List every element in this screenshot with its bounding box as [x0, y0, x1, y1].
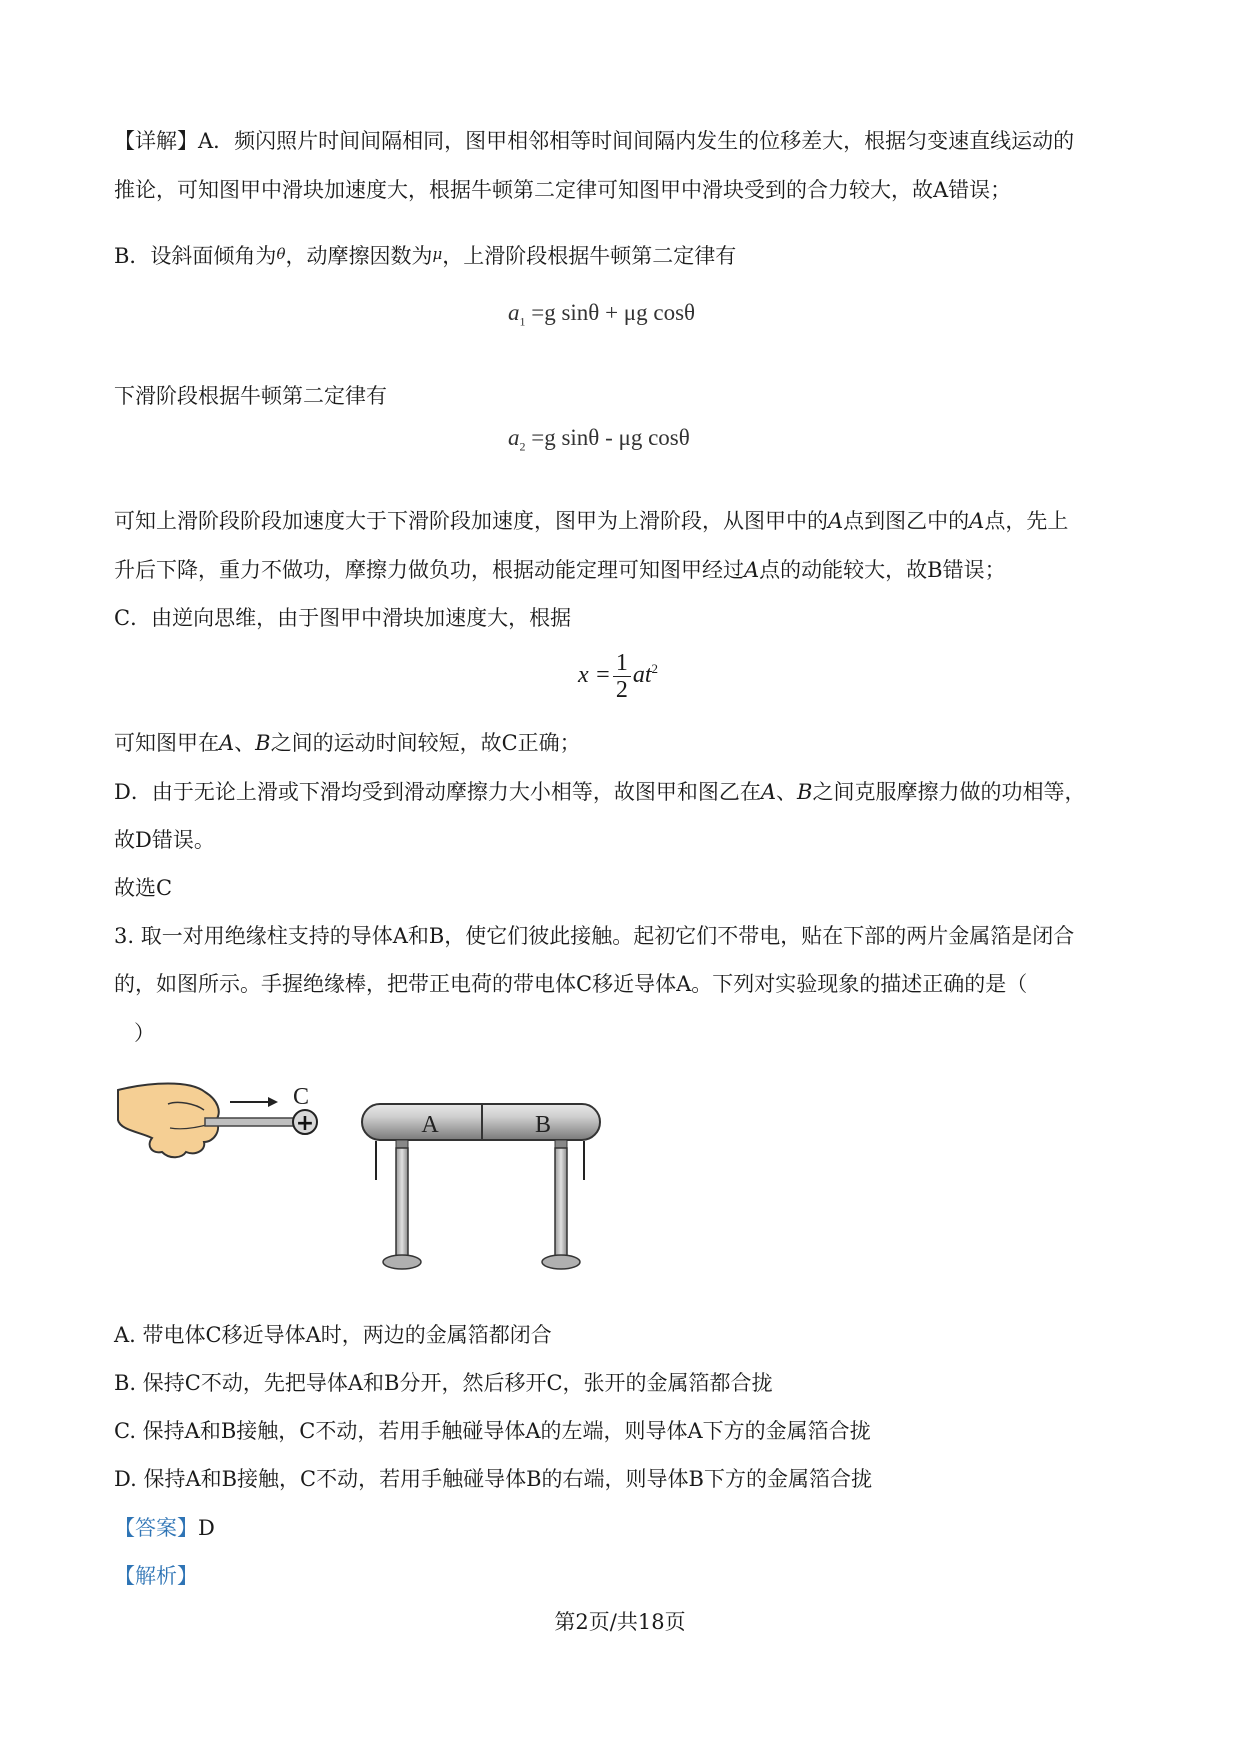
question-line-2: 的，如图所示。手握绝缘棒，把带正电荷的带电体C移近导体A。下列对实验现象的描述正确的是（	[114, 972, 1028, 996]
option-d-line-2: 故D错误。	[114, 828, 215, 852]
answer	[114, 1513, 215, 1543]
svg-text:+: +	[295, 1111, 315, 1136]
choose-answer: 故选C	[114, 876, 173, 900]
answer-value: D	[198, 1516, 215, 1540]
arrow-right-icon	[230, 1097, 278, 1107]
option-b: B. 保持C不动，先把导体A和B分开，然后移开C，张开的金属箔都合拢	[114, 1371, 773, 1395]
analysis-label: 【解析】	[114, 1564, 198, 1588]
down-stage-text: 下滑阶段根据牛顿第二定律有	[114, 384, 387, 408]
equation-a1: $a_1 =g$ sinθ + μg cosθ	[508, 300, 696, 329]
option-a: A. 带电体C移近导体A时，两边的金属箔都闭合	[114, 1323, 552, 1347]
fraction-one-half: $\frac{1}{2}$	[613, 650, 631, 703]
stand-left	[383, 1140, 421, 1269]
c-conclusion: 可知图甲在A、B之间的运动时间较短，故C正确；	[114, 731, 581, 755]
insulating-rod	[205, 1118, 295, 1126]
equation-a2: $a_2 =g$ sinθ - μg cosθ	[508, 425, 690, 454]
mu-symbol: μ	[432, 245, 443, 263]
label-a: A	[421, 1112, 439, 1138]
hand-icon	[118, 1084, 219, 1158]
detail-line-2: 推论，可知图甲中滑块加速度大，根据牛顿第二定律可知图甲中滑块受到的合力较大，故A错误；	[114, 178, 1012, 202]
positive-charge-ball	[293, 1110, 317, 1136]
page-footer: 第2页/共18页	[554, 1610, 686, 1634]
option-b-intro: B．设斜面倾角为θ，动摩擦因数为μ，上滑阶段根据牛顿第二定律有	[114, 244, 737, 268]
b-conclusion-line-1: 可知上滑阶段阶段加速度大于下滑阶段加速度，图甲为上滑阶段，从图甲中的A点到图乙中的A点，先上	[114, 509, 1069, 533]
detail-line-1: 【详解】A．频闪照片时间间隔相同，图甲相邻相等时间间隔内发生的位移差大，根据匀变速直线运动的	[114, 129, 1075, 153]
label-b: B	[534, 1112, 552, 1138]
option-c: C. 保持A和B接触，C不动，若用手触碰导体A的左端，则导体A下方的金属箔合拢	[114, 1419, 871, 1443]
answer-label: 【答案】	[114, 1516, 198, 1540]
stand-right	[542, 1140, 580, 1269]
equation-x: x = $\frac{1}{2}$ $at^2$	[578, 650, 659, 703]
question-line-3: ）	[134, 1021, 155, 1045]
b-conclusion-line-2: 升后下降，重力不做功，摩擦力做负功，根据动能定理可知图甲经过A点的动能较大，故B错误；	[114, 558, 1006, 582]
label-c: C	[293, 1084, 310, 1110]
option-d: D. 保持A和B接触，C不动，若用手触碰导体B的右端，则导体B下方的金属箔合拢	[114, 1467, 872, 1491]
theta-symbol: θ	[276, 245, 286, 263]
option-d-line-1: D．由于无论上滑或下滑均受到滑动摩擦力大小相等，故图甲和图乙在A、B之间克服摩擦力做的功相等，	[114, 780, 1086, 804]
question-line-1: 3. 取一对用绝缘柱支持的导体A和B，使它们彼此接触。起初它们不带电，贴在下部的两片金属箔是闭合	[114, 924, 1075, 948]
conductor-ab	[362, 1104, 600, 1140]
option-c-intro: C．由逆向思维，由于图甲中滑块加速度大，根据	[114, 606, 572, 630]
